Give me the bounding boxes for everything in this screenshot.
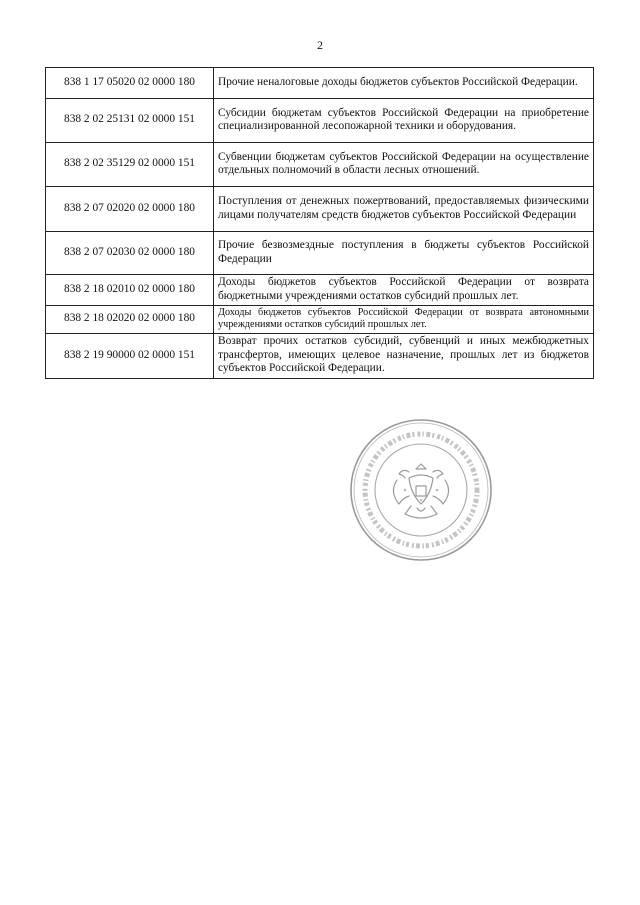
- budget-code-cell: 838 2 18 02010 02 0000 180: [46, 275, 214, 306]
- budget-code-cell: 838 2 18 02020 02 0000 180: [46, 306, 214, 334]
- revenue-name-cell: Доходы бюджетов субъектов Российской Федерации от возврата бюджетными учреждениями остатков субсидий прошлых лет.: [214, 275, 594, 306]
- revenue-name-cell: Поступления от денежных пожертвований, предоставляемых физическими лицами получателям средств бюджетов субъектов Российской Федерации: [214, 187, 594, 232]
- table-row: [46, 275, 594, 306]
- revenue-name-cell: Субсидии бюджетам субъектов Российской Федерации на приобретение специализированной лесопожарной техники и оборудования.: [214, 99, 594, 143]
- table-row: [46, 187, 594, 232]
- budget-code-cell: 838 2 02 35129 02 0000 151: [46, 143, 214, 187]
- revenue-name-cell: Прочие безвозмездные поступления в бюджеты субъектов Российской Федерации: [214, 232, 594, 275]
- budget-codes-table: [45, 67, 594, 379]
- budget-code-cell: 838 1 17 05020 02 0000 180: [46, 68, 214, 99]
- revenue-name-cell: Субвенции бюджетам субъектов Российской Федерации на осуществление отдельных полномочий в области лесных отношений.: [214, 143, 594, 187]
- revenue-name-cell: Прочие неналоговые доходы бюджетов субъектов Российской Федерации.: [214, 68, 594, 99]
- page-number: 2: [317, 38, 323, 52]
- table-row: [46, 99, 594, 143]
- table-row: [46, 334, 594, 379]
- official-seal-stamp: [347, 416, 495, 564]
- budget-code-cell: 838 2 07 02030 02 0000 180: [46, 232, 214, 275]
- budget-code-cell: 838 2 07 02020 02 0000 180: [46, 187, 214, 232]
- revenue-name-cell: Возврат прочих остатков субсидий, субвенций и иных межбюджетных трансфертов, имеющих целевое назначение, прошлых лет из бюджетов субъектов Российской Федерации.: [214, 334, 594, 379]
- table-row: [46, 143, 594, 187]
- revenue-name-cell: Доходы бюджетов субъектов Российской Федерации от возврата автономными учреждениями остатков субсидий прошлых лет.: [214, 306, 594, 334]
- table-row: [46, 306, 594, 334]
- coat-of-arms-emblem: [393, 464, 448, 518]
- table-row: [46, 68, 594, 99]
- table-row: [46, 232, 594, 275]
- budget-code-cell: 838 2 02 25131 02 0000 151: [46, 99, 214, 143]
- budget-code-cell: 838 2 19 90000 02 0000 151: [46, 334, 214, 379]
